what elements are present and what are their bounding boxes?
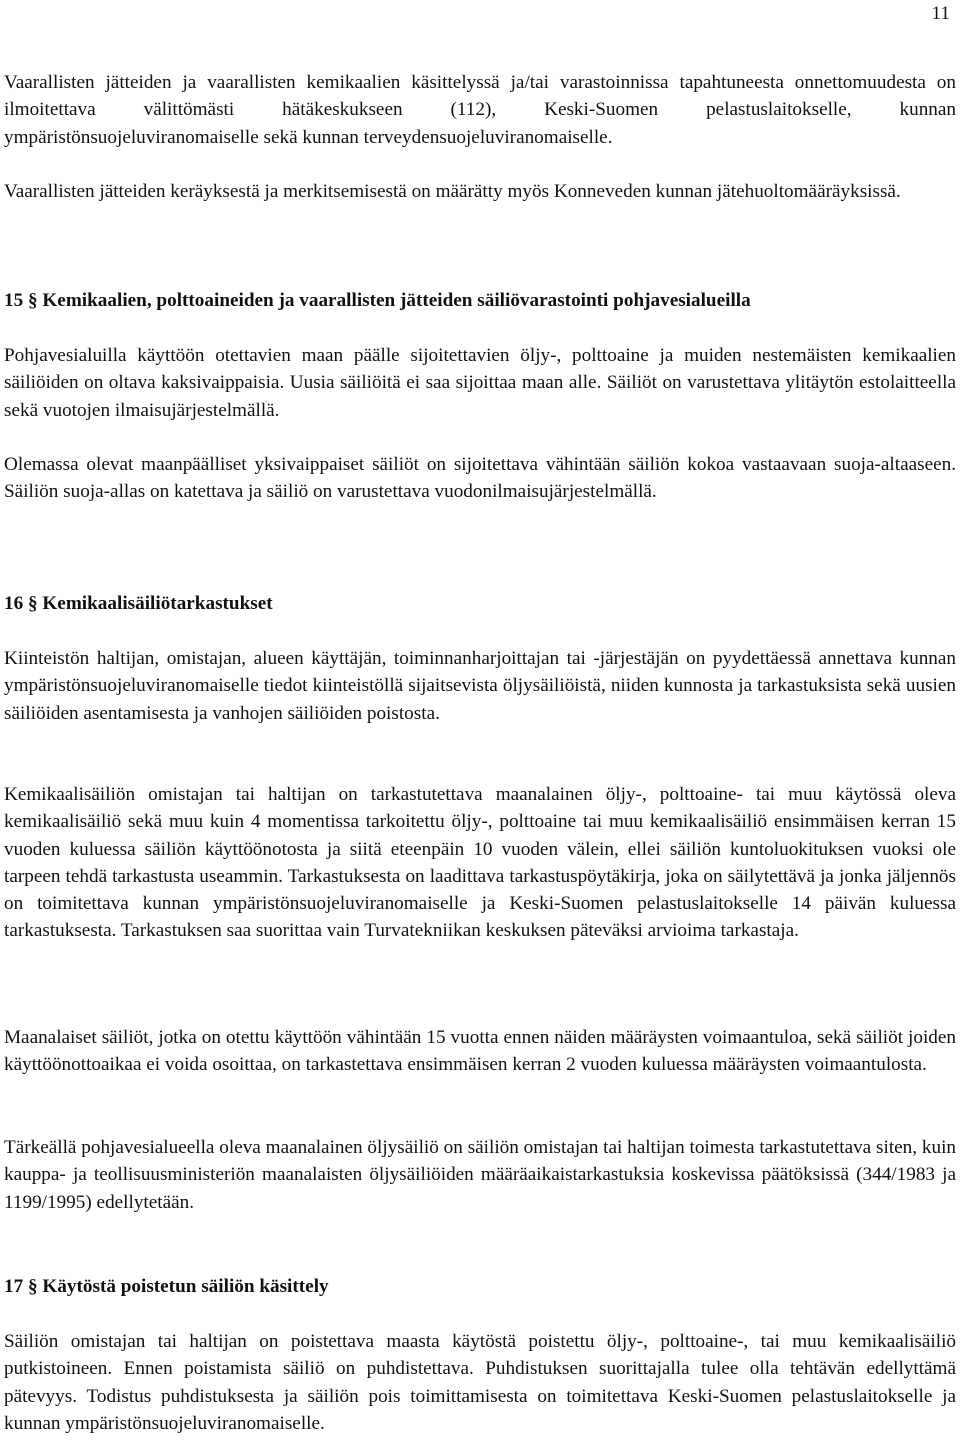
section-17-heading — [4, 1273, 329, 1300]
section-16-paragraph-2: Kemikaalisäiliön omistajan tai haltijan on tarkastutettava maanalainen öljy-, polttoaine- tai muu käytössä oleva kemikaalisäiliö sekä muu kuin 4 momentissa tarkoitettu öljy-, polttoaine tai muu kemikaalisäiliö ensimmäisen kerran 15 vuoden kuluessa säiliön käyttöönotosta ja siitä eteenpäin 10 vuoden välein, ellei säiliön kuntoluokituksen vuoksi ole tarpeen tehdä tarkastusta useammin. Tarkastuksesta on laadittava tarkastuspöytäkirja, joka on säilytettävä ja jonka jäljennös on toimitettava kunnan ympäristönsuojeluviranomaiselle ja Keski-Suomen pelastuslaitokselle 14 päivän kuluessa tarkastuksesta. Tarkastuksen saa suorittaa vain Turvatekniikan keskuksen päteväksi arvioima tarkastaja. — [4, 784, 956, 942]
section-17-number: 17 — [4, 1276, 24, 1297]
section-15-paragraph-1: Pohjavesialuilla käyttöön otettavien maan päälle sijoitettavien öljy-, polttoaine ja muiden nestemäisten kemikaalien säiliöiden on oltava kaksivaippaisia. Uusia säiliöitä ei saa sijoittaa maan alle. Säiliöt on varustettava ylitäytön estolaitteella sekä vuotojen ilmaisujärjestelmällä. — [4, 345, 956, 421]
intro-paragraph-1: Vaarallisten jätteiden ja vaarallisten kemikaalien käsittelyssä ja/tai varastoinnissa tapahtuneesta onnettomuudesta on ilmoitettava välittömästi hätäkeskukseen (112), Keski-Suomen pelastuslaitokselle, kunnan ympäristönsuojeluviranomaiselle sekä kunnan terveydensuojeluviranomaiselle. — [4, 72, 956, 148]
intro-paragraph-2: Vaarallisten jätteiden keräyksestä ja merkitsemisestä on määrätty myös Konneveden kunnan jätehuoltomääräyksissä. — [4, 181, 901, 202]
section-16-paragraph-3: Maanalaiset säiliöt, jotka on otettu käyttöön vähintään 15 vuotta ennen näiden määräysten voimaantuloa, sekä säiliöt joiden käyttöönottoaikaa ei voida osoittaa, on tarkastettava ensimmäisen kerran 2 vuoden kuluessa määräysten voimaantulosta. — [4, 1027, 956, 1076]
section-15-title: Kemikaalien, polttoaineiden ja vaarallisten jätteiden säiliövarastointi pohjavesialueilla — [42, 290, 751, 311]
section-17-paragraph-1: Säiliön omistajan tai haltijan on poistettava maasta käytöstä poistettu öljy-, polttoaine-, tai muu kemikaalisäiliö putkistoineen. Ennen poistamista säiliö on puhdistettava. Puhdistuksen suorittajalla tulee olla tehtävän edellyttämä pätevyys. Todistus puhdistuksesta ja säiliön pois toimittamisesta on toimitettava Keski-Suomen pelastuslaitokselle ja kunnan ympäristönsuojeluviranomaiselle. — [4, 1331, 956, 1434]
section-symbol: § — [27, 593, 38, 614]
section-15-heading — [4, 287, 751, 314]
section-16-heading — [4, 590, 273, 617]
section-16-number: 16 — [4, 593, 24, 614]
section-15-number: 15 — [4, 290, 24, 311]
section-15-paragraph-2: Olemassa olevat maanpäälliset yksivaippaiset säiliöt on sijoitettava vähintään säiliön kokoa vastaavaan suoja-altaaseen. Säiliön suoja-allas on katettava ja säiliö on varustettava vuodonilmaisujärjestelmällä. — [4, 454, 956, 503]
section-16-paragraph-1: Kiinteistön haltijan, omistajan, alueen käyttäjän, toiminnanharjoittajan tai -järjestäjän on pyydettäessä annettava kunnan ympäristönsuojeluviranomaiselle tiedot kiinteistöllä sijaitsevista öljysäiliöistä, niiden kunnosta ja tarkastuksista sekä uusien säiliöiden asentamisesta ja vanhojen säiliöiden poistosta. — [4, 648, 956, 724]
section-symbol: § — [27, 1276, 38, 1297]
section-16-paragraph-4: Tärkeällä pohjavesialueella oleva maanalainen öljysäiliö on säiliön omistajan tai haltijan toimesta tarkastutettava siten, kuin kauppa- ja teollisuusministeriön maanalaisten öljysäiliöiden määräaikaistarkastuksia koskevissa päätöksissä (344/1983 ja 1199/1995) edellytetään. — [4, 1137, 956, 1213]
section-17-title: Käytöstä poistetun säiliön käsittely — [42, 1276, 329, 1297]
page-number: 11 — [931, 3, 950, 24]
section-16-title: Kemikaalisäiliötarkastukset — [42, 593, 273, 614]
section-symbol: § — [27, 290, 38, 311]
